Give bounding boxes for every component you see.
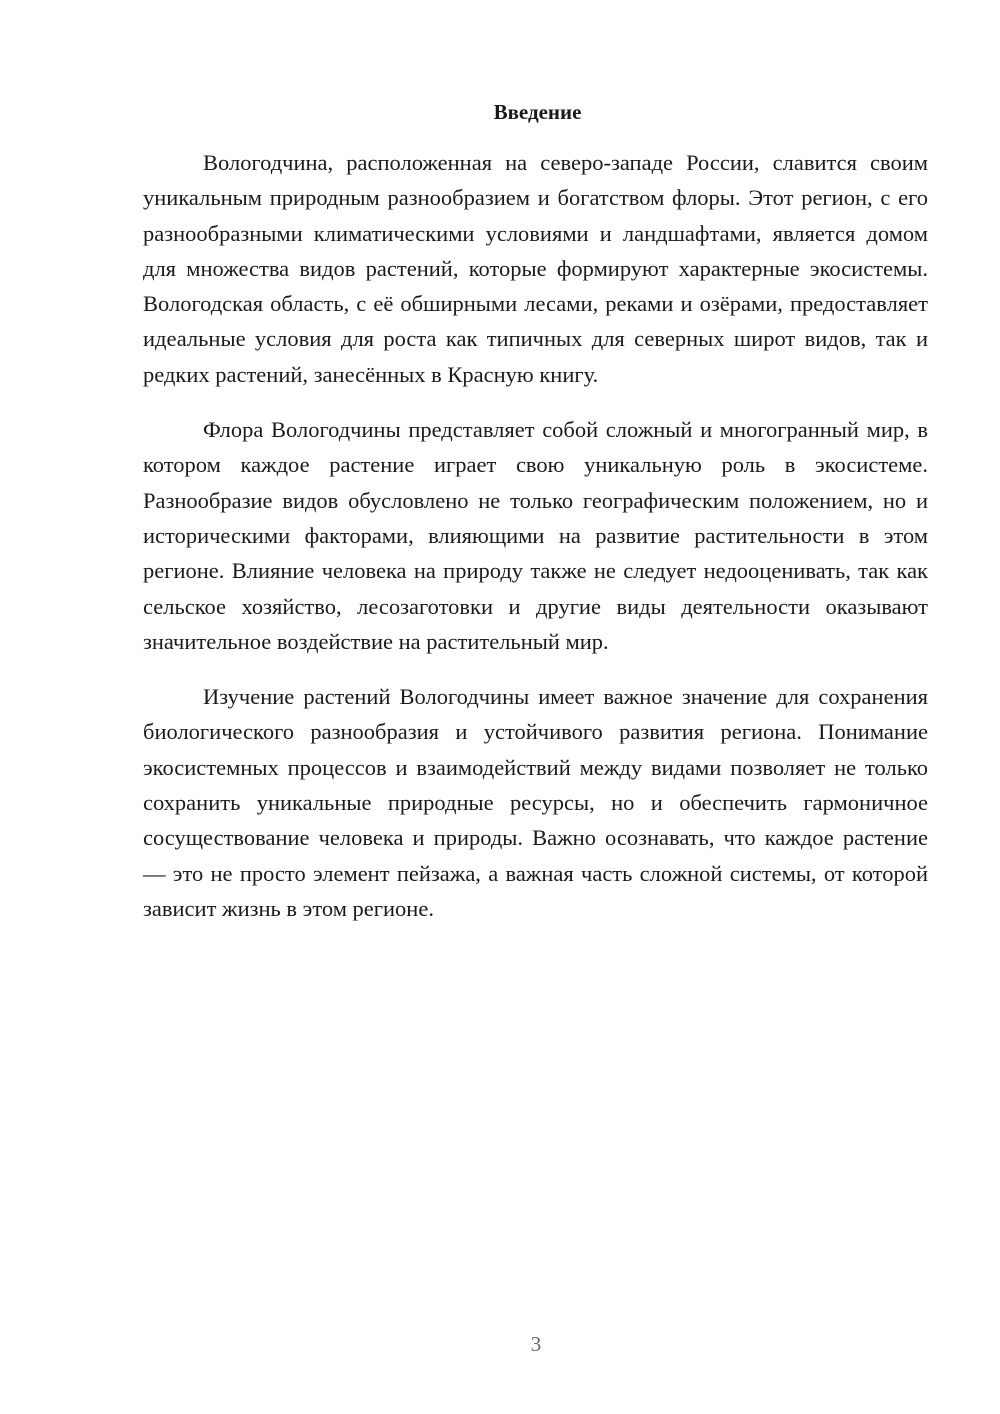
paragraph-1: Вологодчина, расположенная на северо-западе России, славится своим уникальным природным разнообразием и богатством флоры. Этот регион, с его разнообразными климатическими условиями и ландшафтами, является домом для множества видов растений, которые формируют характерные экосистемы. Вологодская область, с её обширными лесами, реками и озёрами, предоставляет идеальные условия для роста как типичных для северных широт видов, так и редких растений, занесённых в Красную книгу.	[143, 150, 928, 387]
page-number: 3	[530, 1332, 542, 1356]
paragraph-2: Флора Вологодчины представляет собой сложный и многогранный мир, в котором каждое растение играет свою уникальную роль в экосистеме. Разнообразие видов обусловлено не только географическим положением, но и историческими факторами, влияющими на развитие растительности в этом регионе. Влияние человека на природу также не следует недооценивать, так как сельское хозяйство, лесозаготовки и другие виды деятельности оказывают значительное воздействие на растительный мир.	[143, 417, 928, 654]
paragraph-3: Изучение растений Вологодчины имеет важное значение для сохранения биологического разнообразия и устойчивого развития региона. Понимание экосистемных процессов и взаимодействий между видами позволяет не только сохранить уникальные природные ресурсы, но и обеспечить гармоничное сосуществование человека и природы. Важно осознавать, что каждое растение — это не просто элемент пейзажа, а важная часть сложной системы, от которой зависит жизнь в этом регионе.	[143, 684, 928, 921]
page-body	[143, 97, 928, 946]
section-heading: Введение	[493, 100, 582, 124]
